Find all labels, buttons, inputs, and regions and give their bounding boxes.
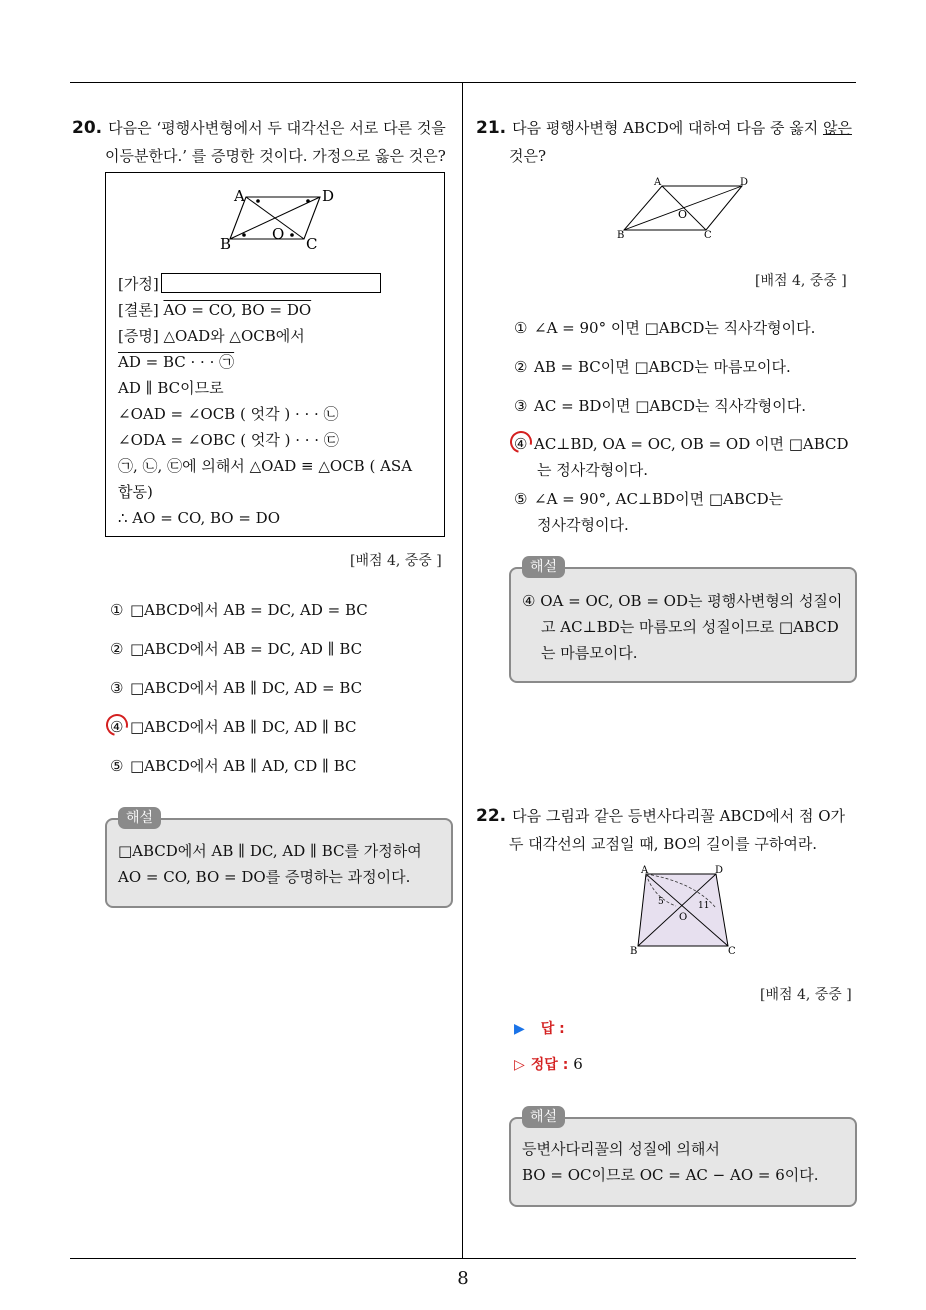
q21-label-d: D (740, 177, 749, 188)
q21-label-o: O (678, 208, 688, 221)
q20-conclusion: [결론] AO = CO, BO = DO (118, 301, 312, 319)
q21-choice-5[interactable]: ⑤ ∠A = 90°, AC⊥BD이면 □ABCD는 (514, 490, 784, 508)
q22-solution-l1: 등변사다리꼴의 성질에 의해서 (522, 1140, 720, 1158)
q21-choice-4[interactable]: ④ AC⊥BD, OA = OC, OB = OD 이면 □ABCD (514, 435, 849, 453)
q20-label-b: B (220, 235, 232, 251)
q21-parallelogram-figure (612, 174, 758, 242)
q20-solution-l1: □ABCD에서 AB ∥ DC, AD ∥ BC를 가정하여 (118, 842, 422, 860)
q22-line1: 22. 다음 그림과 같은 등변사다리꼴 ABCD에서 점 O가 (476, 806, 845, 826)
q22-number: 22. (476, 806, 507, 826)
q20-label-o: O (272, 225, 285, 243)
q21-choice-2[interactable]: ② AB = BC이면 □ABCD는 마름모이다. (514, 358, 791, 376)
top-rule (70, 82, 856, 83)
q22-answer-row: ▶ 답 : (514, 1021, 565, 1037)
q22-trapezoid-figure (628, 862, 740, 958)
q22-correct-value: 6 (573, 1055, 583, 1073)
q21-label-b: B (617, 230, 625, 241)
q22-line2: 두 대각선의 교점일 때, BO의 길이를 구하여라. (509, 835, 818, 853)
q21-line2: 것은? (509, 147, 547, 165)
q20-label-a: A (234, 187, 245, 205)
bottom-rule (70, 1258, 856, 1259)
q21-solution-l2: 고 AC⊥BD는 마름모의 성질이므로 □ABCD (541, 618, 839, 636)
q20-choice-3[interactable]: ③ □ABCD에서 AB ∥ DC, AD = BC (110, 679, 363, 697)
q20-assume: [가정] (118, 273, 381, 295)
q21-choice-5-cont: 정사각형이다. (537, 516, 629, 534)
q22-correct-row: ▷ 정답 : 6 (514, 1055, 583, 1073)
q20-proof-box (105, 172, 445, 537)
q20-number: 20. (72, 118, 103, 138)
q20-proof-l4: ∠OAD = ∠OCB ( 엇각 ) · · · ㉡ (118, 405, 339, 423)
q20-label-c: C (306, 235, 318, 251)
q21-choice-3[interactable]: ③ AC = BD이면 □ABCD는 직사각형이다. (514, 397, 806, 415)
q20-choice-1[interactable]: ① □ABCD에서 AB = DC, AD = BC (110, 601, 368, 619)
q21-label-a: A (654, 177, 662, 188)
q20-proof-l3: AD ∥ BC이므로 (118, 379, 224, 397)
q21-choice-1[interactable]: ① ∠A = 90° 이면 □ABCD는 직사각형이다. (514, 319, 816, 337)
q20-proof-l1: [증명] △OAD와 △OCB에서 (118, 327, 305, 345)
q21-label-c: C (704, 230, 712, 241)
q20-label-d: D (322, 187, 335, 205)
q20-line2: 이등분한다.’ 를 증명한 것이다. 가정으로 옳은 것은? (105, 147, 446, 165)
q22-solution-tag: 해설 (522, 1106, 565, 1128)
page-number: 8 (457, 1268, 469, 1289)
q22-label-11: 11 (698, 901, 710, 911)
q20-assume-blank (161, 273, 381, 293)
q21-line1: 21. 다음 평행사변형 ABCD에 대하여 다음 중 옳지 않은 (476, 118, 852, 138)
outline-arrow-icon: ▷ (514, 1057, 525, 1073)
q21-solution-l1: ④ OA = OC, OB = OD는 평행사변형의 성질이 (522, 592, 843, 610)
q22-label-o: O (679, 912, 688, 923)
q20-choice-5[interactable]: ⑤ □ABCD에서 AB ∥ AD, CD ∥ BC (110, 757, 357, 775)
q20-proof-l2: AD = BC · · · ㉠ (118, 353, 235, 371)
q20-proof-l8: ∴ AO = CO, BO = DO (118, 509, 281, 527)
q20-parallelogram-figure (216, 181, 336, 251)
q20-proof-l7: 합동) (118, 483, 153, 501)
q21-score: [배점 4, 중중 ] (755, 273, 847, 289)
q20-solution-tag: 해설 (118, 807, 161, 829)
q20-line1: 20. 다음은 ‘평행사변형에서 두 대각선은 서로 다른 것을 (72, 118, 446, 138)
q22-score: [배점 4, 중중 ] (760, 987, 852, 1003)
q20-score: [배점 4, 중중 ] (350, 553, 442, 569)
q22-label-b: B (630, 946, 638, 957)
q21-choice-4-cont: 는 정사각형이다. (537, 461, 648, 479)
q22-solution-l2: BO = OC이므로 OC = AC − AO = 6이다. (522, 1166, 819, 1184)
q21-solution-tag: 해설 (522, 556, 565, 578)
q22-label-a: A (641, 865, 649, 876)
q21-number: 21. (476, 118, 507, 138)
q21-solution-l3: 는 마름모이다. (541, 644, 638, 662)
play-arrow-icon: ▶ (514, 1021, 525, 1037)
q22-label-5: 5 (658, 897, 664, 907)
q20-choice-4[interactable]: ④ □ABCD에서 AB ∥ DC, AD ∥ BC (110, 718, 357, 736)
column-divider (462, 82, 463, 1258)
q22-label-c: C (728, 946, 736, 957)
q20-proof-l5: ∠ODA = ∠OBC ( 엇각 ) · · · ㉢ (118, 431, 339, 449)
q20-choice-2[interactable]: ② □ABCD에서 AB = DC, AD ∥ BC (110, 640, 363, 658)
q22-label-d: D (715, 865, 724, 876)
q20-solution-l2: AO = CO, BO = DO를 증명하는 과정이다. (118, 868, 411, 886)
q20-proof-l6: ㉠, ㉡, ㉢에 의해서 △OAD ≡ △OCB ( ASA (118, 457, 413, 475)
